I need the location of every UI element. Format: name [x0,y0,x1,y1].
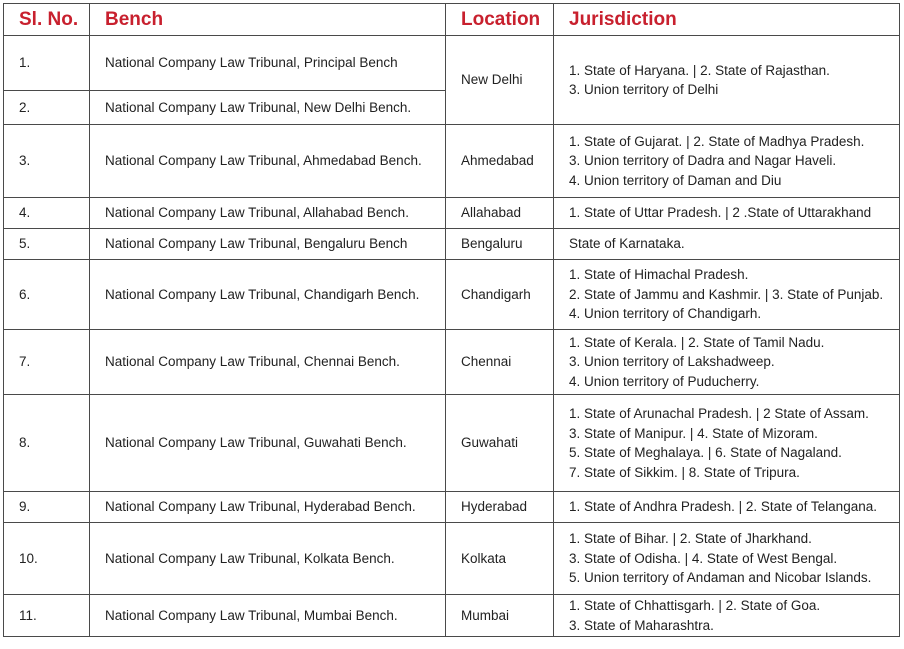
header-sl-no: Sl. No. [4,4,90,36]
jurisdiction-line: State of Karnataka. [569,236,685,252]
jurisdiction-cell [554,229,900,260]
header-jurisdiction: Jurisdiction [554,4,900,36]
jurisdiction-line: 3. State of Odisha. | 4. State of West Bengal. [569,550,838,566]
header-location: Location [446,4,554,36]
sl-no-cell: 10. [4,523,90,595]
jurisdiction-cell [554,523,900,595]
jurisdiction-line: 1. State of Arunachal Pradesh. | 2 State of Assam. [569,406,869,421]
bench-cell: National Company Law Tribunal, Ahmedabad Bench. [90,125,446,198]
location-cell: New Delhi [446,36,554,125]
sl-no-cell: 8. [4,395,90,492]
jurisdiction-line: 1. State of Kerala. | 2. State of Tamil Nadu. [569,334,825,350]
jurisdiction-cell [554,492,900,523]
location-cell: Bengaluru [446,229,554,260]
sl-no-cell: 9. [4,492,90,523]
jurisdiction-line: 4. Union territory of Puducherry. [569,373,760,389]
bench-cell: National Company Law Tribunal, Mumbai Bench. [90,595,446,637]
jurisdiction-cell [554,198,900,229]
jurisdiction-cell [554,395,900,492]
bench-cell: National Company Law Tribunal, Guwahati Bench. [90,395,446,492]
location-cell: Allahabad [446,198,554,229]
jurisdiction-line: 1. State of Bihar. | 2. State of Jharkhand. [569,531,812,547]
jurisdiction-line: 1. State of Himachal Pradesh. [569,267,749,283]
table-row [4,198,900,229]
sl-no-cell: 3. [4,125,90,198]
table-row [4,260,900,330]
table-row [4,395,900,492]
jurisdiction-line: 3. Union territory of Delhi [569,82,719,97]
jurisdiction-line: 7. State of Sikkim. | 8. State of Tripura. [569,464,800,480]
table-row [4,330,900,395]
jurisdiction-line: 3. State of Manipur. | 4. State of Mizoram. [569,425,818,441]
header-row [4,4,900,36]
bench-cell: National Company Law Tribunal, Kolkata Bench. [90,523,446,595]
jurisdiction-cell [554,260,900,330]
jurisdiction-line: 1. State of Gujarat. | 2. State of Madhya Pradesh. [569,133,865,149]
jurisdiction-cell [554,36,900,125]
sl-no-cell: 2. [4,91,90,125]
jurisdiction-line: 1. State of Haryana. | 2. State of Rajasthan. [569,62,830,78]
bench-cell: National Company Law Tribunal, Principal Bench [90,36,446,91]
jurisdiction-line: 1. State of Andhra Pradesh. | 2. State of Telangana. [569,499,877,515]
bench-cell: National Company Law Tribunal, Bengaluru Bench [90,229,446,260]
header-bench: Bench [90,4,446,36]
location-cell: Kolkata [446,523,554,595]
table-row [4,125,900,198]
jurisdiction-line: 1. State of Uttar Pradesh. | 2 .State of Uttarakhand [569,205,872,221]
bench-cell: National Company Law Tribunal, New Delhi Bench. [90,91,446,125]
table-row [4,523,900,595]
sl-no-cell: 11. [4,595,90,637]
sl-no-cell: 5. [4,229,90,260]
location-cell: Chennai [446,330,554,395]
sl-no-cell: 7. [4,330,90,395]
location-cell: Guwahati [446,395,554,492]
bench-cell: National Company Law Tribunal, Allahabad Bench. [90,198,446,229]
nclt-benches-table [3,3,900,637]
jurisdiction-cell [554,125,900,198]
jurisdiction-line: 2. State of Jammu and Kashmir. | 3. State of Punjab. [569,286,884,302]
jurisdiction-line: 5. Union territory of Andaman and Nicobar Islands. [569,570,872,586]
jurisdiction-line: 4. Union territory of Daman and Diu [569,172,782,188]
jurisdiction-line: 5. State of Meghalaya. | 6. State of Nagaland. [569,445,842,460]
table-row [4,36,900,91]
table-row [4,595,900,637]
location-cell: Chandigarh [446,260,554,330]
sl-no-cell: 6. [4,260,90,330]
location-cell: Ahmedabad [446,125,554,198]
bench-cell: National Company Law Tribunal, Chandigarh Bench. [90,260,446,330]
table-row [4,229,900,260]
sl-no-cell: 1. [4,36,90,91]
jurisdiction-cell [554,595,900,637]
location-cell: Mumbai [446,595,554,637]
jurisdiction-line: 3. Union territory of Lakshadweep. [569,354,775,370]
jurisdiction-line: 3. State of Maharashtra. [569,617,714,633]
table-row [4,492,900,523]
jurisdiction-cell [554,330,900,395]
bench-cell: National Company Law Tribunal, Chennai Bench. [90,330,446,395]
sl-no-cell: 4. [4,198,90,229]
jurisdiction-line: 3. Union territory of Dadra and Nagar Haveli. [569,153,837,169]
bench-cell: National Company Law Tribunal, Hyderabad Bench. [90,492,446,523]
jurisdiction-line: 1. State of Chhattisgarh. | 2. State of Goa. [569,598,821,613]
location-cell: Hyderabad [446,492,554,523]
jurisdiction-line: 4. Union territory of Chandigarh. [569,306,762,322]
